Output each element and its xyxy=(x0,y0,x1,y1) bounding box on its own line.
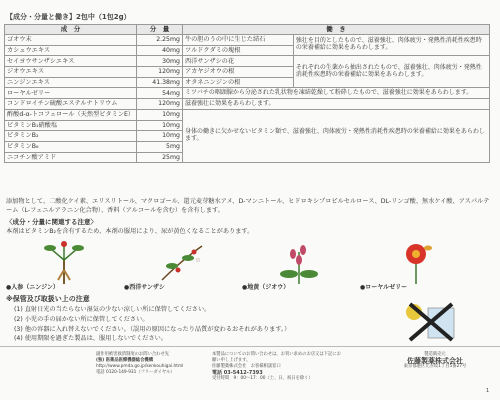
contact-line: 副作用被害救済制度のお問い合わせ先 xyxy=(96,352,170,357)
contact-line: 本製品についてのお問い合わせは、お買い求めのお店又は下記にお願い申し上げます。 xyxy=(212,352,341,363)
ingredient-source: オタネニンジンの根 xyxy=(182,77,293,88)
ingredient-name: セイヨウサンザシエキス xyxy=(5,56,137,67)
ingredient-amount: 10mg xyxy=(137,109,183,120)
ingredient-amount: 40mg xyxy=(137,45,183,56)
function-note: それぞれの生薬から抽出されたもので、滋養強壮、肉体疲労・発熱性消耗性疾患時の栄養補給に効果をあらわします。 xyxy=(293,56,489,88)
manufacturer-name: 佐藤製薬株式会社 xyxy=(407,357,463,365)
ingredient-amount: 41.38mg xyxy=(137,77,183,88)
ingredient-source: 西洋サンザシの花 xyxy=(182,56,293,67)
ingredient-amount: 10mg xyxy=(137,120,183,131)
list-item: (4) 使用期限を過ぎた製品は、服用しないでください。 xyxy=(14,335,168,343)
herb-title: ●西洋サンザシ xyxy=(124,284,165,291)
table-row xyxy=(5,35,490,46)
ingredient-source: ツルドクダミの塊根 xyxy=(182,45,293,56)
contact-line: 受付時間 9：00〜17：00（土、日、祝日を除く） xyxy=(212,376,313,381)
contact-line: 電話 03-5412-7393 xyxy=(212,370,263,376)
ingredient-name: ビタミンB₂ xyxy=(5,131,137,142)
function-note: 身体の働きに欠かせないビタミン類で、滋養強壮、肉体疲労・発熱性消耗性疾患時の栄養補給に効果をあらわします。 xyxy=(182,109,489,162)
col-header-function: 働 き xyxy=(182,25,489,35)
contact-line: http://www.pmda.go.jp/kenkouhigai.html xyxy=(96,364,184,369)
list-item: (2) 小児の手の届かない所に保管してください。 xyxy=(14,315,149,323)
relief-contact-block xyxy=(96,352,206,376)
herb-caption xyxy=(6,284,118,291)
rehmannia-illustration xyxy=(275,240,323,284)
herb-caption xyxy=(242,284,354,291)
ingredient-amount: 30mg xyxy=(137,56,183,67)
ingredient-amount: 10mg xyxy=(137,131,183,142)
no-sunlight-icon xyxy=(400,300,462,348)
ingredient-amount: 120mg xyxy=(137,99,183,110)
ingredient-name: ローヤルゼリー xyxy=(5,88,137,99)
col-header-amount: 分 量 xyxy=(137,25,183,35)
function-note: 強壮を目的としたもので、滋養強壮、肉体疲労・発熱性消耗性疾患時の栄養補給に効果をあらわします。 xyxy=(293,35,489,56)
ingredient-amount: 25mg xyxy=(137,152,183,163)
storage-list xyxy=(14,305,394,344)
ingredient-name: ビタミンB₆ xyxy=(5,141,137,152)
herb-title: ●地黄（ジオウ） xyxy=(242,284,290,291)
list-item: (1) 直射日光の当たらない湿気の少ない涼しい所に保管してください。 xyxy=(14,306,211,313)
ingredient-name: ニンジンエキス xyxy=(5,77,137,88)
list-item: (3) 他の容器に入れ替えないでください。（誤用の原因になったり品質が変わるおそれがあります。） xyxy=(14,325,291,333)
ingredient-amount: 5mg xyxy=(137,141,183,152)
royal-jelly-illustration xyxy=(392,240,440,284)
ingredients-table xyxy=(4,24,490,163)
contact-line: 電話 0120-149-931（フリーダイヤル） xyxy=(96,370,175,375)
ingredient-name: ビタミンB₁硝酸塩 xyxy=(5,120,137,131)
hawthorn-illustration xyxy=(158,240,206,284)
function-note: ミツバチの咽頭腺から分泌された乳状物を凍結乾燥して粉砕したもので、滋養強壮に効果をあらわします。 xyxy=(182,88,489,99)
table-row xyxy=(5,109,490,120)
table-row xyxy=(5,56,490,67)
table-row xyxy=(5,88,490,99)
section-title-caution: 〈成分・分量に関連する注意〉 xyxy=(6,218,97,226)
divider xyxy=(0,346,500,347)
ingredient-amount: 120mg xyxy=(137,67,183,78)
function-note: 滋養強壮に効果をあらわします。 xyxy=(182,99,489,110)
ginseng-illustration xyxy=(40,240,88,284)
herb-title: ●人参（ニンジン） xyxy=(6,284,59,291)
inquiry-block xyxy=(212,352,342,382)
herb-title: ●ローヤルゼリー xyxy=(360,284,408,291)
table-row xyxy=(5,99,490,110)
ingredient-name: ゴオウ末 xyxy=(5,35,137,46)
caution-text: 本剤はビタミンB₂を含有するため、本剤の服用により、尿が黄色くなることがあります。 xyxy=(6,228,254,235)
section-title-ingredients: 【成分・分量と働き】2包中（1包2g） xyxy=(6,13,131,21)
contact-line: 佐藤製薬株式会社 お客様相談窓口 xyxy=(212,364,281,369)
table-header-row xyxy=(5,25,490,35)
contact-line: (独) 医薬品医療機器総合機構 xyxy=(96,358,153,363)
ingredient-name: コンドロイチン硫酸エステルナトリウム xyxy=(5,99,137,110)
manufacturer-address: 東京都港区元赤坂1丁目5番27号 xyxy=(403,364,467,369)
ingredient-name: ニコチン酸アミド xyxy=(5,152,137,163)
ingredient-name: ジオウエキス xyxy=(5,67,137,78)
section-title-storage: ※保管及び取扱い上の注意 xyxy=(6,295,90,303)
ingredient-source: アカヤジオウの根 xyxy=(182,67,293,78)
col-header-ingredient: 成 分 xyxy=(5,25,137,35)
manufacturer-label: 製造販売元 xyxy=(424,352,446,357)
ingredient-amount: 2.25mg xyxy=(137,35,183,46)
manufacturer-block xyxy=(380,352,490,370)
additives-text: 添加物として、二酸化ケイ素、エリスリトール、マクロゴール、還元麦芽糖水アメ、D-マンニトール、ヒドロキシプロピルセルロース、DL-リンゴ酸、無水ケイ酸、アスパルテーム（L-フェニルアラニン化合物）、香料（アルコールを含む）を含有します。 xyxy=(6,198,490,214)
ingredient-name: カシュウエキス xyxy=(5,45,137,56)
ingredient-name: 酢酸d-α-トコフェロール（天然型ビタミンE） xyxy=(5,109,137,120)
page-number: 1 xyxy=(486,388,490,394)
ingredient-source: 牛の胆のうの中に生じた結石 xyxy=(182,35,293,46)
ingredient-amount: 54mg xyxy=(137,88,183,99)
herb-caption xyxy=(360,284,472,291)
herb-caption xyxy=(124,284,236,291)
